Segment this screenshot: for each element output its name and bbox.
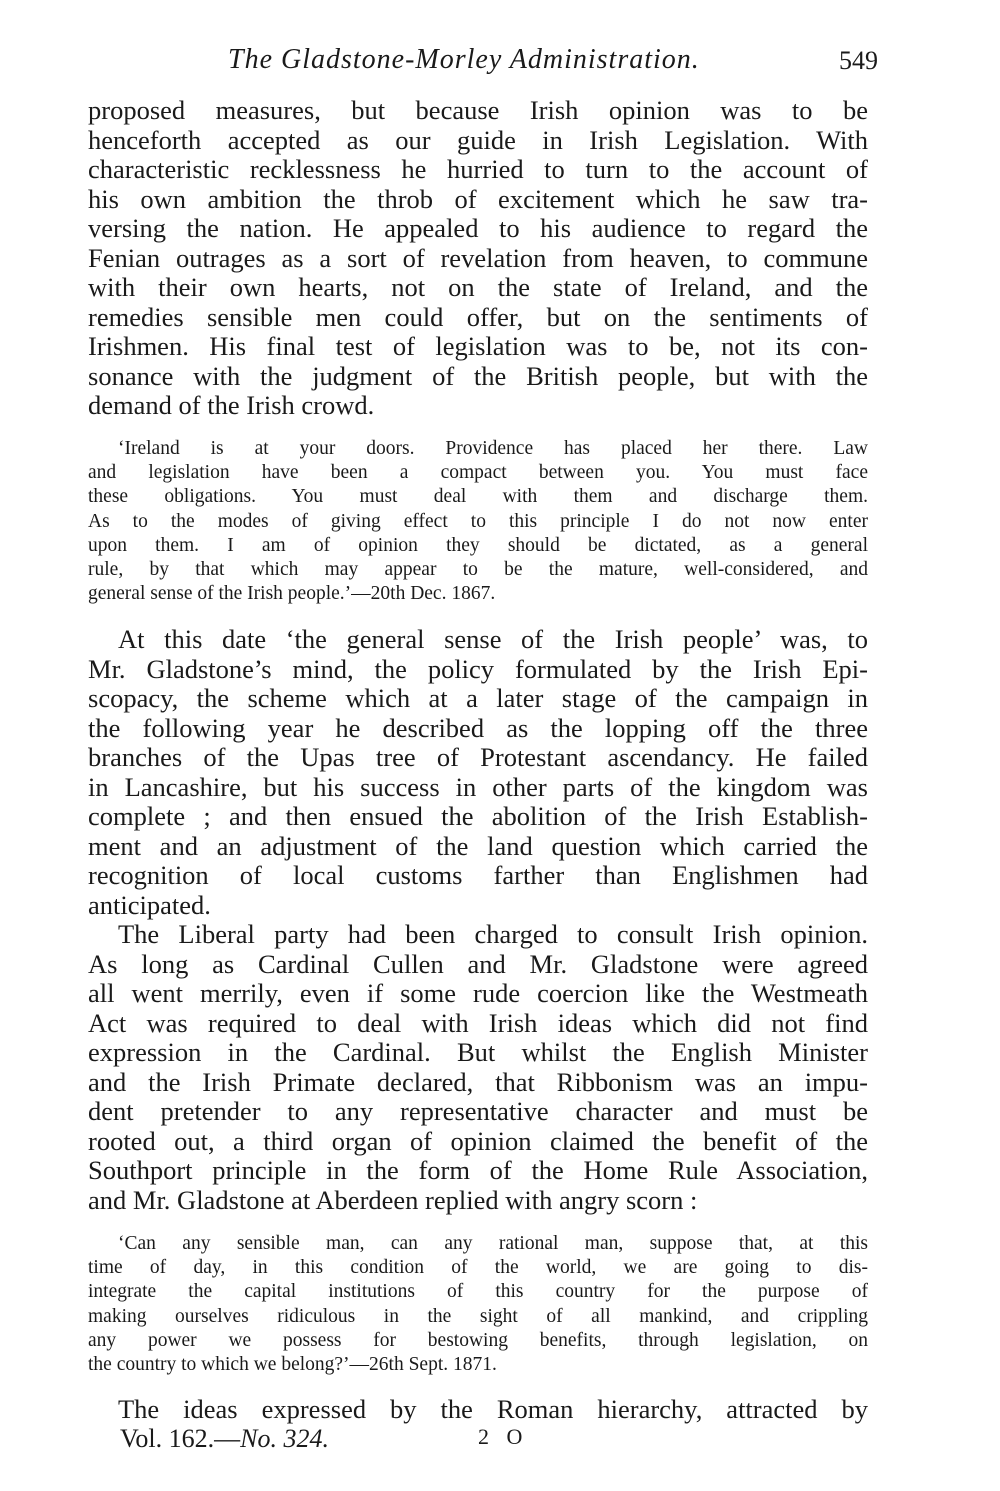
volume-number	[120, 1424, 329, 1454]
quote-line: upon them. I am of opinion they should be dictated, as a general	[88, 534, 868, 556]
text-line: Fenian outrages as a sort of revelation from heaven, to commune	[88, 242, 868, 273]
text-line: ment and an adjustment of the land question which carried the	[88, 830, 868, 861]
running-header	[228, 44, 878, 84]
text-line: expression in the Cardinal. But whilst the English Minister	[88, 1037, 868, 1067]
paragraph-1	[88, 96, 868, 421]
quote-line: integrate the capital institutions of this country for the purpose of	[88, 1281, 868, 1303]
text-line: recognition of local customs farther than Englishmen had	[88, 860, 868, 890]
text-line: and Mr. Gladstone at Aberdeen replied with angry scorn :	[88, 1184, 698, 1215]
text-line: complete ; and then ensued the abolition of the Irish Establish-	[88, 801, 868, 831]
text-line: The ideas expressed by the Roman hierarchy, attracted by	[118, 1394, 868, 1424]
text-line: Mr. Gladstone’s mind, the policy formulated by the Irish Epi-	[88, 653, 868, 684]
page-number: 549	[839, 46, 878, 75]
text-line: the following year he described as the lopping off the three	[88, 712, 868, 743]
quote-line: any power we possess for bestowing benefits, through legislation, on	[88, 1329, 868, 1351]
text-line: demand of the Irish crowd.	[88, 390, 375, 420]
text-line: and the Irish Primate declared, that Ribbonism was an impu-	[88, 1066, 868, 1097]
issue-number: No. 324.	[240, 1424, 329, 1453]
text-line: anticipated.	[88, 889, 211, 920]
quote-line: making ourselves ridiculous in the sight of all mankind, and crippling	[88, 1305, 868, 1327]
quote-line: general sense of the Irish people.’—20th Dec. 1867.	[88, 583, 496, 605]
text-line: branches of the Upas tree of Protestant ascendancy. He failed	[88, 742, 868, 772]
quote-line: and legislation have been a compact between you. You must face	[88, 462, 868, 484]
text-line: in Lancashire, but his success in other parts of the kingdom was	[88, 771, 868, 802]
quote-line: the country to which we belong?’—26th Sept. 1871.	[88, 1353, 497, 1375]
text-line: characteristic recklessness he hurried to turn to the account of	[88, 154, 868, 184]
text-line: scopacy, the scheme which at a later stage of the campaign in	[88, 683, 868, 713]
text-line: dent pretender to any representative character and must be	[88, 1096, 868, 1126]
text-line: Act was required to deal with Irish ideas which did not find	[88, 1007, 868, 1038]
text-line: versing the nation. He appealed to his audience to regard the	[88, 213, 868, 243]
running-title: The Gladstone-Morley Administration.	[228, 44, 700, 75]
text-line: sonance with the judgment of the British people, but with the	[88, 360, 868, 391]
text-line: At this date ‘the general sense of the Irish people’ was, to	[118, 624, 868, 654]
quote-line: rule, by that which may appear to be the mature, well-considered, and	[88, 558, 868, 580]
paragraph-2	[88, 625, 868, 1215]
text-line: henceforth accepted as our guide in Irish Legislation. With	[88, 124, 868, 155]
text-line: with their own hearts, not on the state of Ireland, and the	[88, 272, 868, 302]
printer-signature-mark: 2 O	[478, 1424, 529, 1449]
quote-line: these obligations. You must deal with them and discharge them.	[88, 486, 868, 508]
block-quote-1	[88, 437, 868, 606]
text-line: Southport principle in the form of the Home Rule Association,	[88, 1155, 868, 1185]
quote-line: time of day, in this condition of the world, we are going to dis-	[88, 1257, 868, 1279]
text-line: proposed measures, but because Irish opinion was to be	[88, 95, 868, 125]
text-line: remedies sensible men could offer, but on the sentiments of	[88, 301, 868, 332]
text-line: rooted out, a third organ of opinion claimed the benefit of the	[88, 1125, 868, 1156]
paragraph-3	[88, 1395, 868, 1425]
volume-label: Vol. 162.—	[120, 1424, 241, 1453]
text-line: Irishmen. His final test of legislation was to be, not its con-	[88, 331, 868, 361]
text-line: his own ambition the throb of excitement which he saw tra-	[88, 183, 868, 214]
text-line: The Liberal party had been charged to consult Irish opinion.	[118, 919, 868, 949]
text-line: all went merrily, even if some rude coercion like the Westmeath	[88, 978, 868, 1008]
quote-line: As to the modes of giving effect to this principle I do not now enter	[88, 510, 868, 532]
text-line: As long as Cardinal Cullen and Mr. Gladstone were agreed	[88, 948, 868, 979]
block-quote-2	[88, 1232, 868, 1377]
quote-line: ‘Ireland is at your doors. Providence has placed her there. Law	[118, 438, 868, 459]
quote-line: ‘Can any sensible man, can any rational man, suppose that, at this	[118, 1233, 868, 1254]
